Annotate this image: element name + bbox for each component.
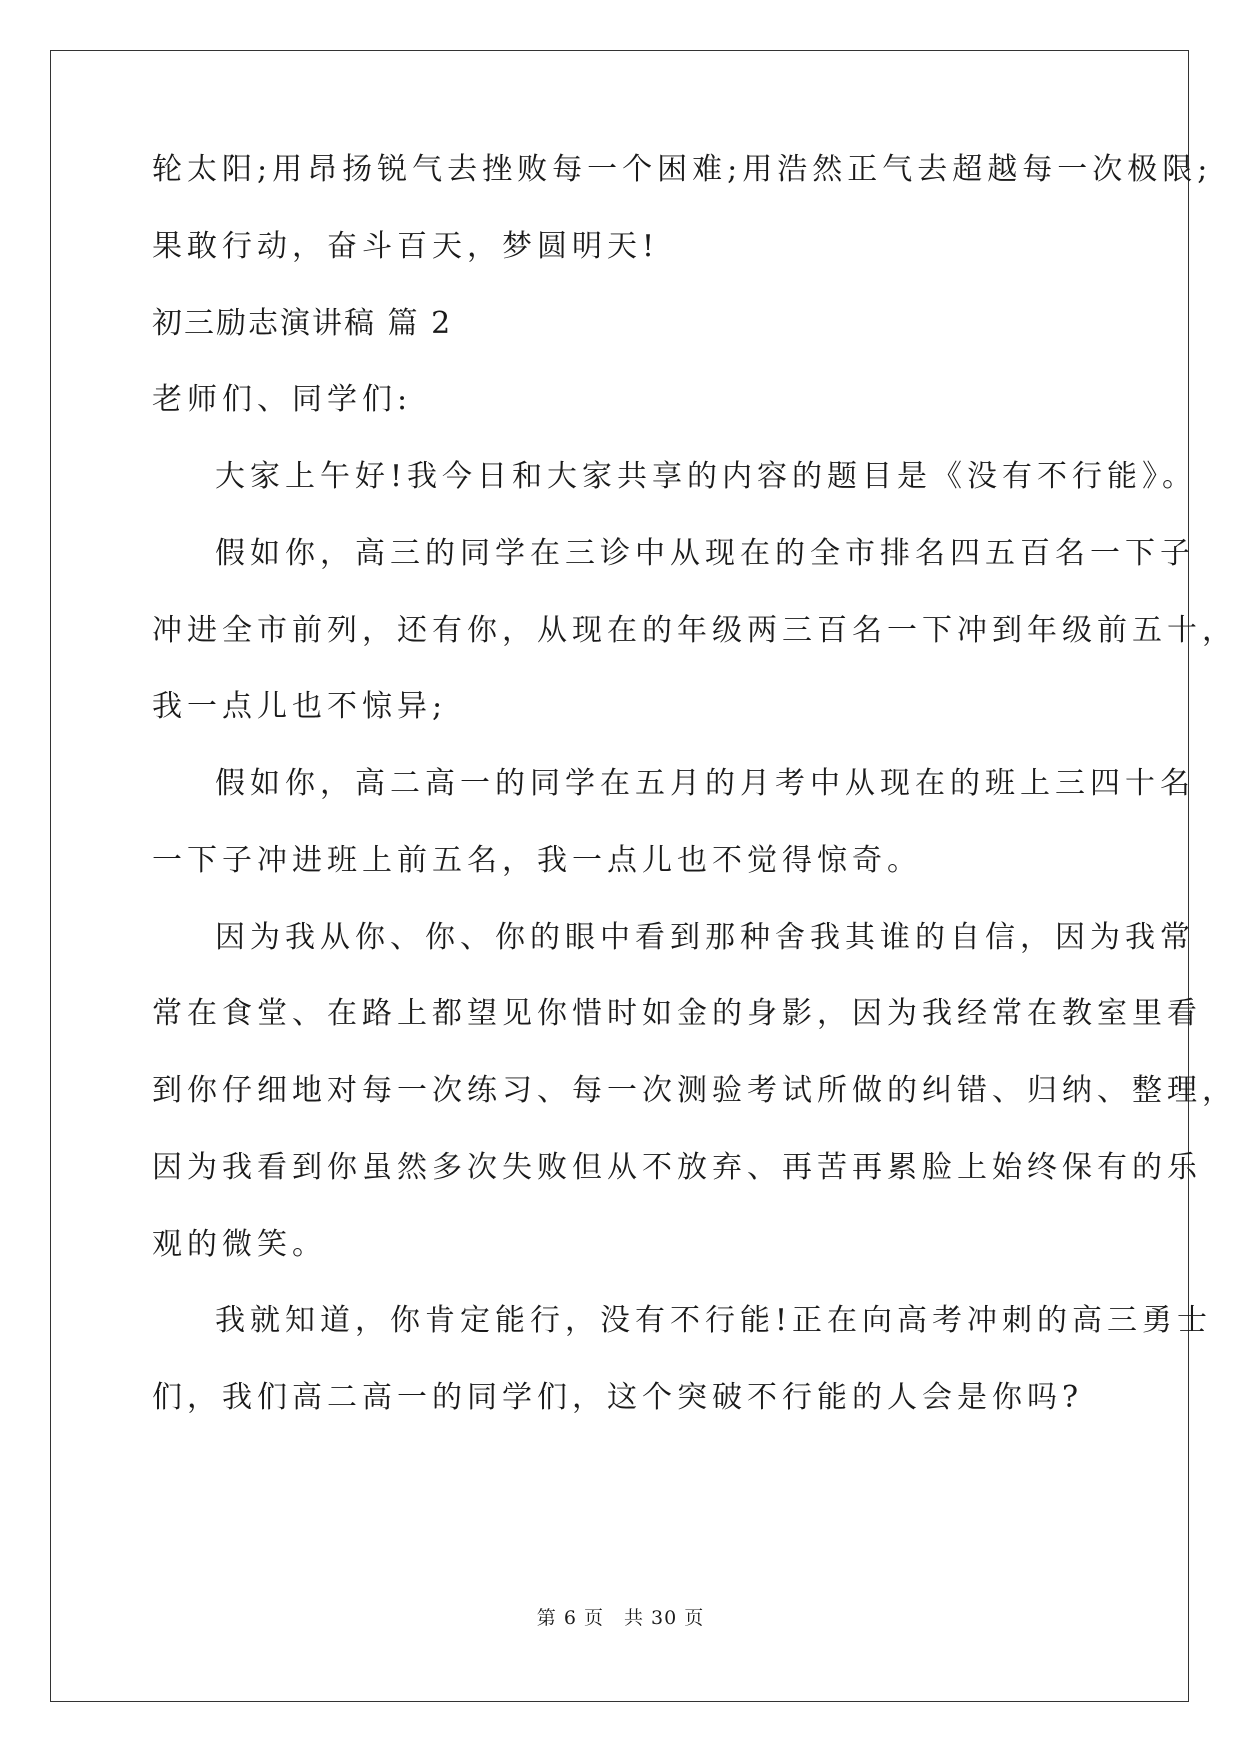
paragraph-line: 一下子冲进班上前五名，我一点儿也不觉得惊奇。 — [152, 843, 922, 878]
paragraph-line: 到你仔细地对每一次练习、每一次测验考试所做的纠错、归纳、整理， — [152, 1073, 1237, 1108]
paragraph-line: 常在食堂、在路上都望见你惜时如金的身影，因为我经常在教室里看 — [152, 996, 1202, 1031]
paragraph-line: 我一点儿也不惊异; — [152, 689, 448, 724]
paragraph-line: 因为我看到你虽然多次失败但从不放弃、再苦再累脸上始终保有的乐 — [152, 1150, 1202, 1185]
paragraph-line: 观的微笑。 — [152, 1227, 327, 1262]
paragraph-line: 假如你，高二高一的同学在五月的月考中从现在的班上三四十名 — [215, 766, 1195, 801]
paragraph-line: 们，我们高二高一的同学们，这个突破不行能的人会是你吗? — [152, 1380, 1084, 1415]
paragraph-line: 冲进全市前列，还有你，从现在的年级两三百名一下冲到年级前五十， — [152, 613, 1237, 648]
paragraph-line: 因为我从你、你、你的眼中看到那种舍我其谁的自信，因为我常 — [215, 920, 1195, 955]
paragraph-line: 假如你，高三的同学在三诊中从现在的全市排名四五百名一下子 — [215, 536, 1195, 571]
text-line: 果敢行动，奋斗百天，梦圆明天! — [152, 229, 660, 264]
salutation: 老师们、同学们: — [152, 382, 413, 417]
paragraph-line: 大家上午好!我今日和大家共享的内容的题目是《没有不行能》。 — [215, 459, 1198, 494]
section-heading: 初三励志演讲稿 篇 2 — [152, 306, 453, 341]
page-number-footer: 第 6 页 共 30 页 — [536, 1607, 705, 1629]
paragraph-line: 我就知道，你肯定能行，没有不行能!正在向高考冲刺的高三勇士 — [215, 1303, 1213, 1338]
text-line: 轮太阳;用昂扬锐气去挫败每一个困难;用浩然正气去超越每一次极限; — [152, 152, 1213, 187]
